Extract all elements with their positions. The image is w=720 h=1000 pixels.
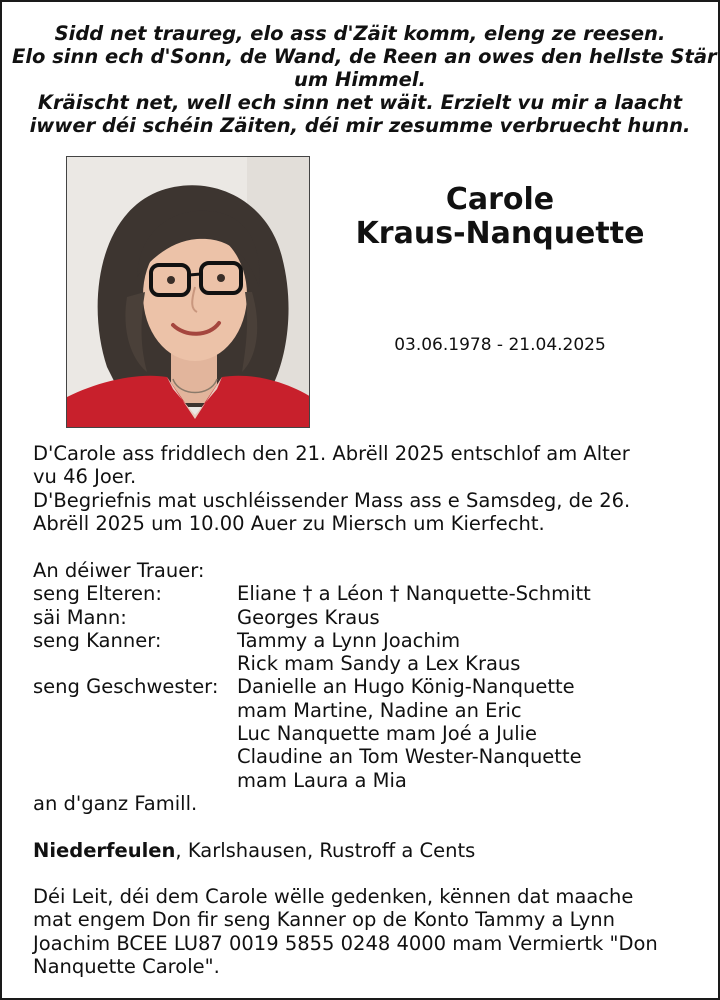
announcement-line: vu 46 Joer. [33, 465, 137, 489]
life-dates: 03.06.1978 - 21.04.2025 [394, 335, 606, 355]
mourner-row [33, 699, 705, 722]
announcement-line: Abrëll 2025 um 10.00 Auer zu Miersch um Kierfecht. [33, 511, 545, 535]
mourner-row [33, 582, 705, 605]
relation-label: seng Geschwester: [33, 675, 219, 699]
poem [12, 22, 717, 137]
place-others: , Karlshausen, Rustroff a Cents [175, 839, 476, 862]
relation-names: Danielle an Hugo König-Nanquette [237, 675, 575, 699]
place-main: Niederfeulen [33, 839, 176, 862]
relation-names: Claudine an Tom Wester-Nanquette [237, 745, 582, 769]
mourner-row [33, 629, 705, 652]
announcement-text [33, 442, 705, 535]
mourner-row [33, 722, 705, 745]
relation-names: mam Martine, Nadine an Eric [237, 698, 522, 722]
poem-line: iwwer déi schéin Zäiten, déi mir zesumme verbruecht hunn. [29, 114, 691, 137]
poem-line: Elo sinn ech d'Sonn, de Wand, de Reen an owes den hellste Stär [12, 45, 717, 68]
mourner-row [33, 606, 705, 629]
poem-line: um Himmel. [294, 68, 426, 91]
relation-names: Tammy a Lynn Joachim [237, 628, 461, 652]
portrait-photo [66, 156, 310, 428]
donation-text [33, 885, 705, 978]
donation-line: Joachim BCEE LU87 0019 5855 0248 4000 mam Vermiertk "Don [33, 931, 658, 955]
relation-names: Luc Nanquette mam Joé a Julie [237, 722, 538, 746]
mourner-row [33, 652, 705, 675]
donation-line: Nanquette Carole". [33, 954, 220, 978]
mourner-row [33, 675, 705, 698]
places-line [33, 839, 705, 862]
relation-label: seng Elteren: [33, 582, 162, 606]
relation-names: mam Laura a Mia [237, 768, 407, 792]
announcement-line: D'Carole ass friddlech den 21. Abrëll 2025 entschlof am Alter [33, 442, 630, 465]
mourners-closing: an d'ganz Famill. [33, 791, 198, 815]
mourner-row [33, 769, 705, 792]
portrait-illustration [67, 157, 310, 428]
relation-names: Rick mam Sandy a Lex Kraus [237, 652, 521, 676]
announcement-line: D'Begriefnis mat uschléissender Mass ass e Samsdeg, de 26. [33, 488, 631, 512]
relation-names: Georges Kraus [237, 605, 380, 629]
donation-line: mat engem Don fir seng Kanner op de Konto Tammy a Lynn [33, 908, 615, 932]
first-name: Carole [445, 182, 555, 217]
poem-line: Sidd net traureg, elo ass d'Zäit komm, eleng ze reesen. [54, 22, 666, 45]
mourners-list [33, 559, 705, 815]
poem-line: Kräischt net, well ech sinn net wäit. Erzielt vu mir a laacht [37, 91, 683, 114]
mourner-row [33, 745, 705, 768]
relation-label: säi Mann: [33, 605, 127, 629]
relation-names: Eliane † a Léon † Nanquette-Schmitt [237, 582, 591, 606]
relation-label: seng Kanner: [33, 628, 162, 652]
donation-line: Déi Leit, déi dem Carole wëlle gedenken, kënnen dat maache [33, 885, 634, 908]
mourners-heading: An déiwer Trauer: [33, 559, 205, 582]
last-name: Kraus-Nanquette [355, 216, 645, 251]
